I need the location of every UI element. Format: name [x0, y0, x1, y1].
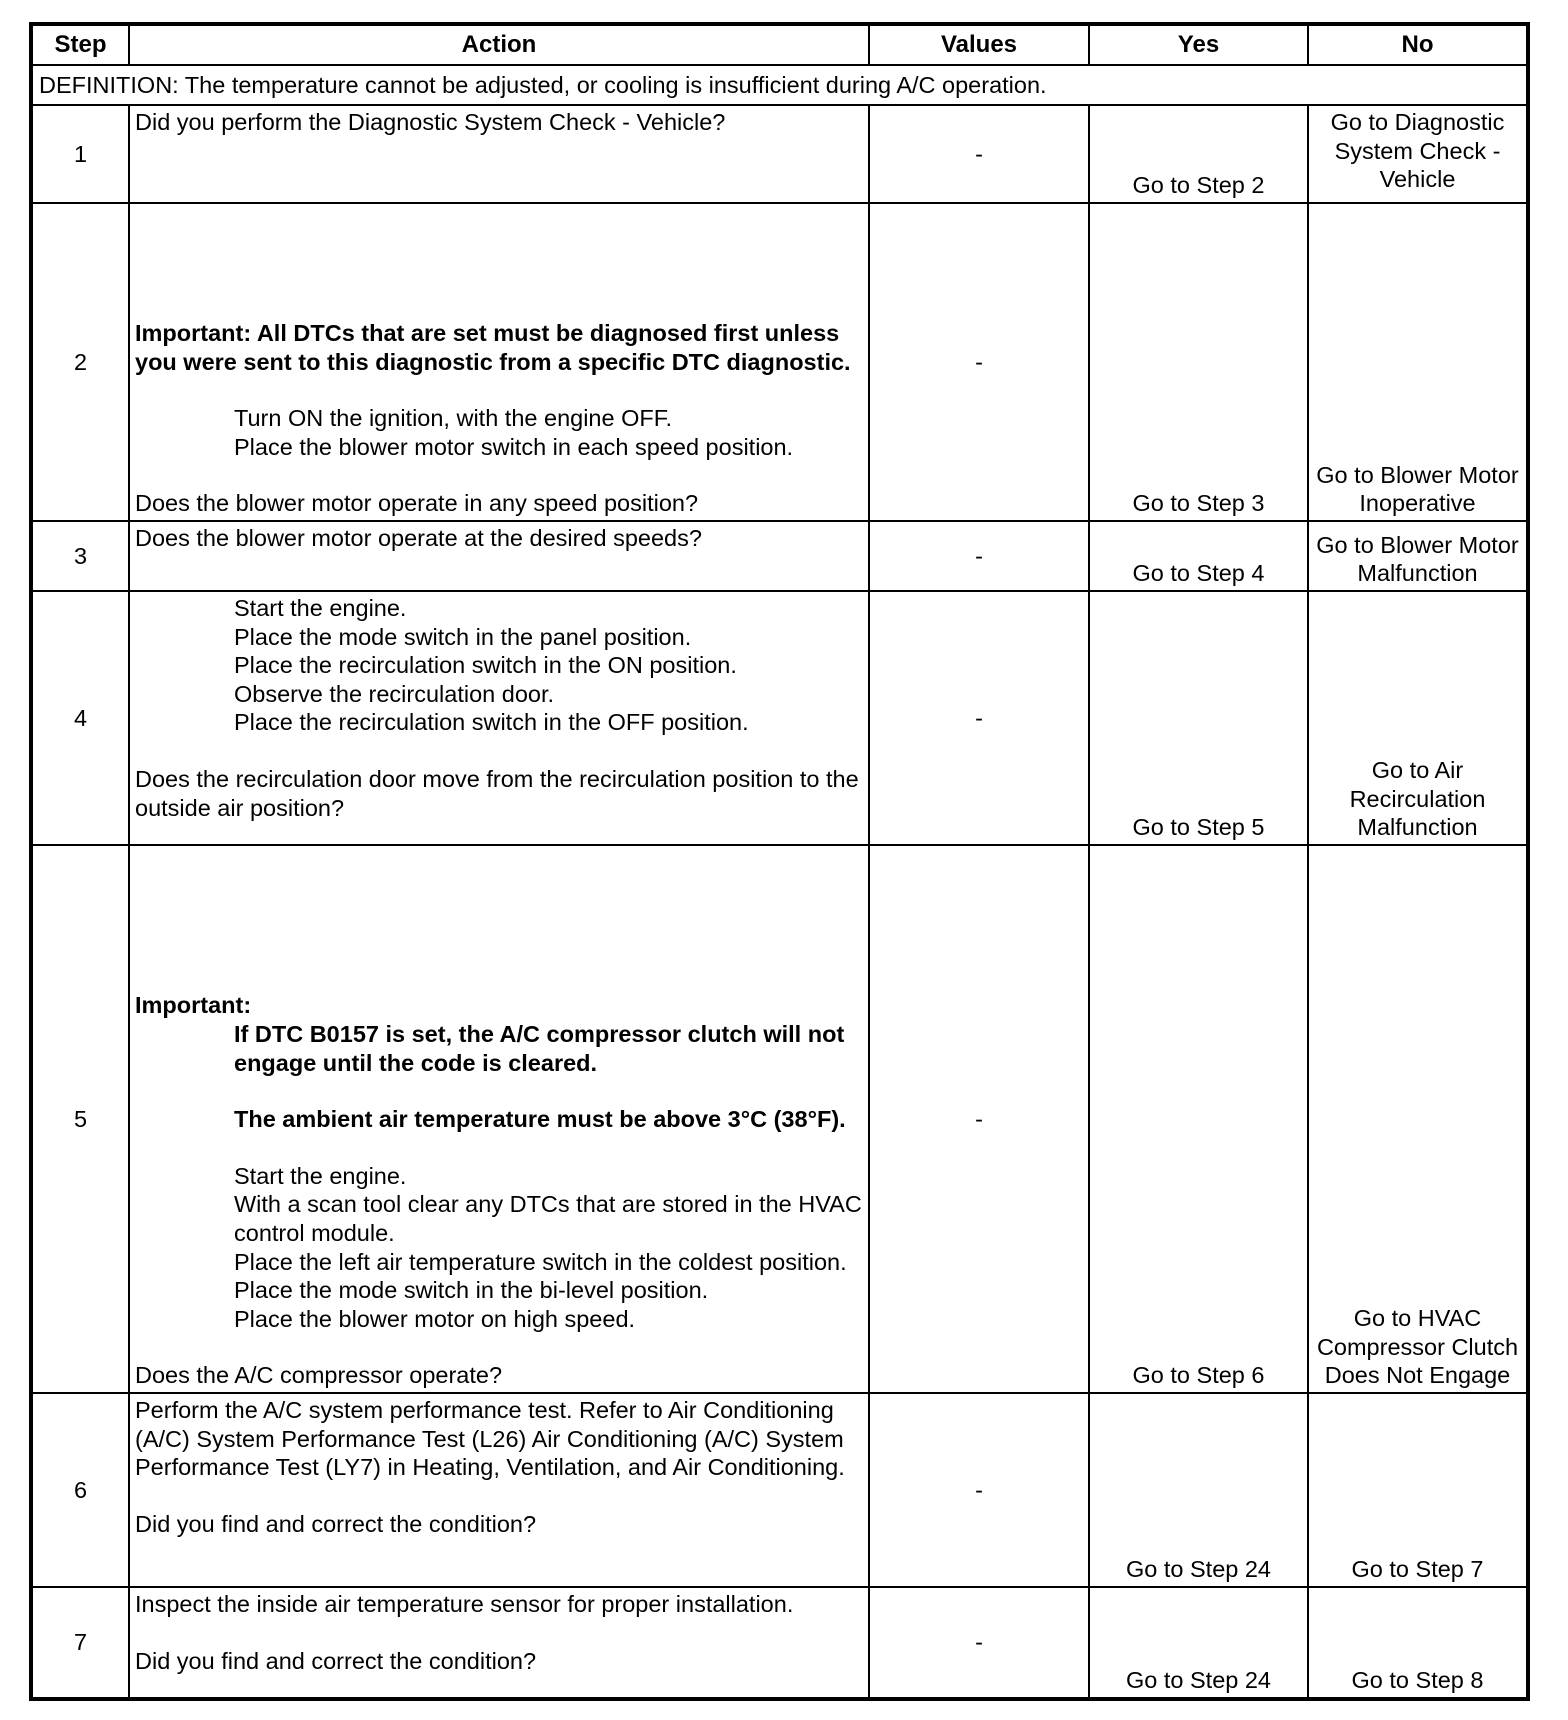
no-link[interactable]: Go to Blower Motor Inoperative: [1308, 203, 1528, 521]
step-number: 5: [31, 845, 129, 1393]
important-note: The ambient air temperature must be above 3°C (38°F).: [234, 1106, 846, 1133]
important-note: Important: All DTCs that are set must be diagnosed first unless you were sent to this diagnostic from a specific DTC diagnostic.: [135, 320, 851, 375]
action-question: Does the recirculation door move from the recirculation position to the outside air position?: [135, 765, 859, 821]
action-text: Perform the A/C system performance test. Refer to Air Conditioning (A/C) System Performance Test (L26) Air Conditioning (A/C) System Performance Test (LY7) in Heating, Ventilation, and Air Conditioning.: [135, 1397, 845, 1481]
no-link[interactable]: Go to Air Recirculation Malfunction: [1308, 591, 1528, 845]
table-row: [31, 105, 1528, 203]
instruction-step: Place the left air temperature switch in the coldest position.: [234, 1248, 847, 1275]
table-row: [31, 845, 1528, 1393]
action-question: Does the blower motor operate in any speed position?: [135, 490, 699, 517]
instruction-step: Place the mode switch in the bi-level position.: [234, 1277, 709, 1304]
action-text: Inspect the inside air temperature sensor for proper installation.: [135, 1591, 794, 1617]
action-cell: [129, 203, 869, 521]
header-row: [31, 24, 1528, 65]
instruction-step: Turn ON the ignition, with the engine OFF.: [234, 405, 673, 432]
action-question: Did you find and correct the condition?: [135, 1510, 537, 1537]
header-step: Step: [31, 24, 129, 65]
no-link[interactable]: Go to Diagnostic System Check - Vehicle: [1308, 105, 1528, 203]
instruction-step: Observe the recirculation door.: [234, 680, 555, 707]
instruction-step: Place the blower motor switch in each speed position.: [234, 433, 794, 460]
yes-link[interactable]: Go to Step 24: [1089, 1587, 1308, 1699]
action-cell: [129, 1587, 869, 1699]
yes-link[interactable]: Go to Step 6: [1089, 845, 1308, 1393]
table-row: [31, 591, 1528, 845]
action-cell: [129, 1393, 869, 1587]
values-cell: -: [869, 1587, 1089, 1699]
action-text: Did you perform the Diagnostic System Check - Vehicle?: [135, 109, 726, 135]
instruction-step: With a scan tool clear any DTCs that are stored in the HVAC control module.: [234, 1191, 862, 1247]
action-text: Does the blower motor operate at the desired speeds?: [135, 525, 702, 551]
values-cell: -: [869, 203, 1089, 521]
no-link[interactable]: Go to Step 8: [1308, 1587, 1528, 1699]
instruction-step: Place the recirculation switch in the OFF position.: [234, 709, 749, 736]
instruction-step: Place the recirculation switch in the ON position.: [234, 652, 737, 679]
no-link[interactable]: Go to Blower Motor Malfunction: [1308, 521, 1528, 591]
table-row: [31, 1393, 1528, 1587]
definition-text: DEFINITION: The temperature cannot be adjusted, or cooling is insufficient during A/C operation.: [31, 65, 1528, 105]
instruction-step: Start the engine.: [234, 1162, 407, 1189]
instruction-step: Place the blower motor on high speed.: [234, 1305, 636, 1332]
header-no: No: [1308, 24, 1528, 65]
values-cell: -: [869, 845, 1089, 1393]
values-cell: -: [869, 521, 1089, 591]
diagnostic-table-container: [29, 22, 1530, 1701]
step-number: 4: [31, 591, 129, 845]
step-number: 7: [31, 1587, 129, 1699]
step-number: 6: [31, 1393, 129, 1587]
important-note: If DTC B0157 is set, the A/C compressor clutch will not engage until the code is cleared.: [234, 1021, 845, 1076]
action-cell: [129, 845, 869, 1393]
instruction-step: Place the mode switch in the panel position.: [234, 623, 692, 650]
diagnostic-table: [29, 22, 1530, 1701]
header-values: Values: [869, 24, 1089, 65]
definition-row: [31, 65, 1528, 105]
yes-link[interactable]: Go to Step 2: [1089, 105, 1308, 203]
yes-link[interactable]: Go to Step 24: [1089, 1393, 1308, 1587]
step-number: 3: [31, 521, 129, 591]
values-cell: -: [869, 591, 1089, 845]
values-cell: -: [869, 1393, 1089, 1587]
header-yes: Yes: [1089, 24, 1308, 65]
table-row: [31, 521, 1528, 591]
table-row: [31, 203, 1528, 521]
header-action: Action: [129, 24, 869, 65]
step-number: 2: [31, 203, 129, 521]
action-cell: [129, 521, 869, 591]
no-link[interactable]: Go to Step 7: [1308, 1393, 1528, 1587]
table-row: [31, 1587, 1528, 1699]
important-label: Important:: [135, 992, 252, 1019]
yes-link[interactable]: Go to Step 5: [1089, 591, 1308, 845]
no-link[interactable]: Go to HVAC Compressor Clutch Does Not Engage: [1308, 845, 1528, 1393]
action-question: Does the A/C compressor operate?: [135, 1362, 503, 1389]
yes-link[interactable]: Go to Step 4: [1089, 521, 1308, 591]
step-number: 1: [31, 105, 129, 203]
action-question: Did you find and correct the condition?: [135, 1647, 537, 1674]
yes-link[interactable]: Go to Step 3: [1089, 203, 1308, 521]
action-cell: [129, 105, 869, 203]
values-cell: -: [869, 105, 1089, 203]
instruction-step: Start the engine.: [234, 595, 407, 621]
action-cell: [129, 591, 869, 845]
